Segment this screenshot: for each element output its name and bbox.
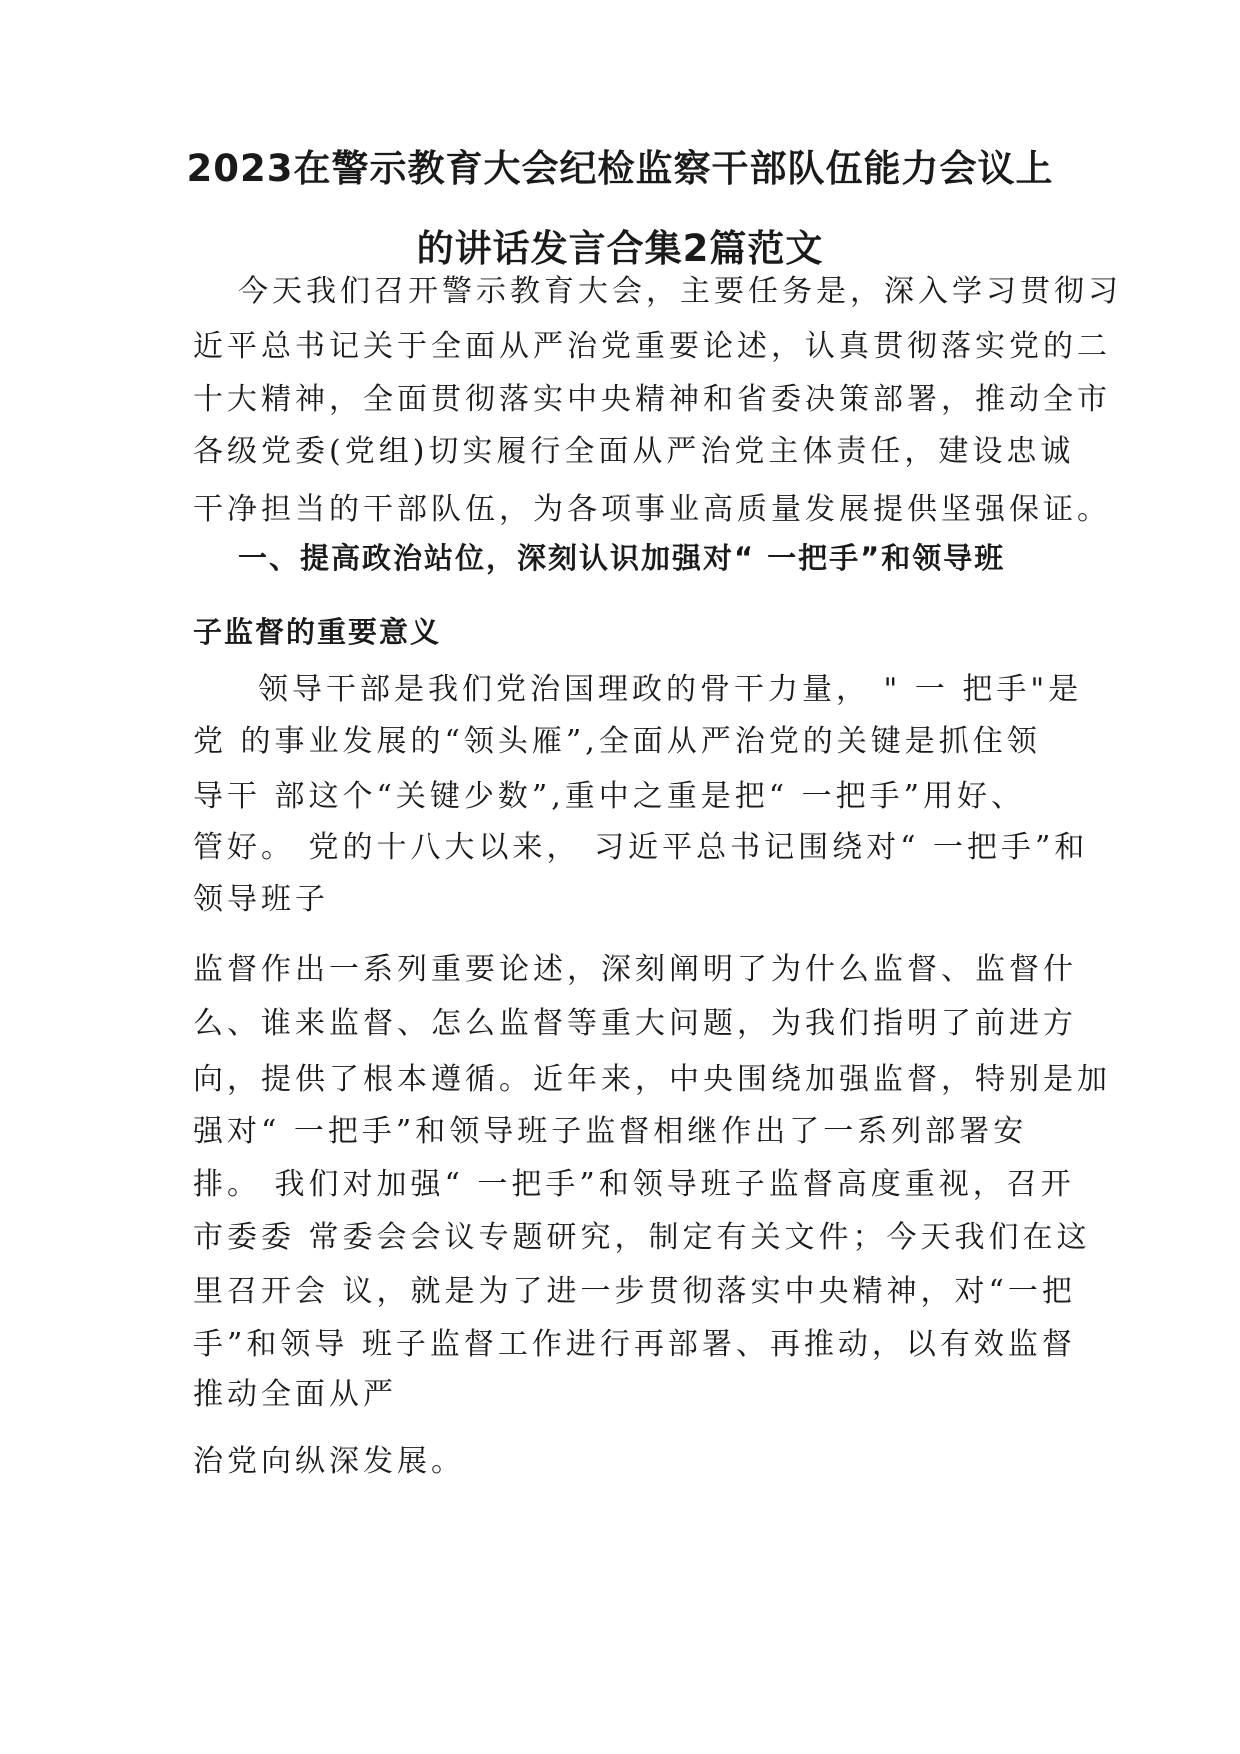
paragraph-line: 排。 我们对加强“ 一把手”和领导班子监督高度重视，召开: [193, 1167, 1075, 1202]
paragraph-line: 监督作出一系列重要论述，深刻阐明了为什么监督、监督什: [193, 952, 1077, 987]
paragraph-line: 管好。 党的十八大以来， 习近平总书记围绕对“ 一把手”和: [193, 830, 1089, 865]
paragraph-line: 领导班子: [193, 882, 329, 917]
paragraph-line: 领导干部是我们党治国理政的骨干力量， " 一 把手"是: [258, 672, 1083, 707]
paragraph-line: 手”和领导 班子监督工作进行再部署、再推动，以有效监督: [193, 1327, 1076, 1362]
paragraph-line: 么、谁来监督、怎么监督等重大问题，为我们指明了前进方: [193, 1006, 1077, 1041]
section-heading-line-1: 一、提高政治站位，深刻认识加强对“ 一把手”和领导班: [238, 541, 1006, 575]
paragraph-line: 里召开会 议，就是为了进一步贯彻落实中央精神，对“一把: [193, 1274, 1076, 1309]
intro-line: 各级党委(党组)切实履行全面从严治党主体责任，建设忠诚: [193, 434, 1075, 469]
paragraph-line: 推动全面从严: [193, 1377, 397, 1412]
intro-line: 今天我们召开警示教育大会，主要任务是，深入学习贯彻习: [238, 274, 1122, 309]
paragraph-line: 党 的事业发展的“领头雁”,全面从严治党的关键是抓住领: [193, 724, 1041, 759]
paragraph-line: 强对“ 一把手”和领导班子监督相继作出了一系列部署安: [193, 1114, 1028, 1149]
intro-line: 近平总书记关于全面从严治党重要论述，认真贯彻落实党的二: [193, 329, 1111, 364]
intro-line: 干净担当的干部队伍，为各项事业高质量发展提供坚强保证。: [193, 492, 1111, 527]
section-heading-line-2: 子监督的重要意义: [193, 615, 442, 649]
document-title-line-1: 2023在警示教育大会纪检监察干部队伍能力会议上: [186, 147, 1054, 190]
document-title-line-2: 的讲话发言合集2篇范文: [416, 227, 824, 270]
paragraph-line: 向，提供了根本遵循。近年来，中央围绕加强监督，特别是加: [193, 1062, 1111, 1097]
paragraph-line: 导干 部这个“关键少数”,重中之重是把“ 一把手”用好、: [193, 779, 1025, 814]
intro-line: 十大精神，全面贯彻落实中央精神和省委决策部署，推动全市: [193, 382, 1111, 417]
paragraph-line: 治党向纵深发展。: [193, 1444, 465, 1479]
paragraph-line: 市委委 常委会会议专题研究，制定有关文件；今天我们在这: [193, 1220, 1091, 1255]
